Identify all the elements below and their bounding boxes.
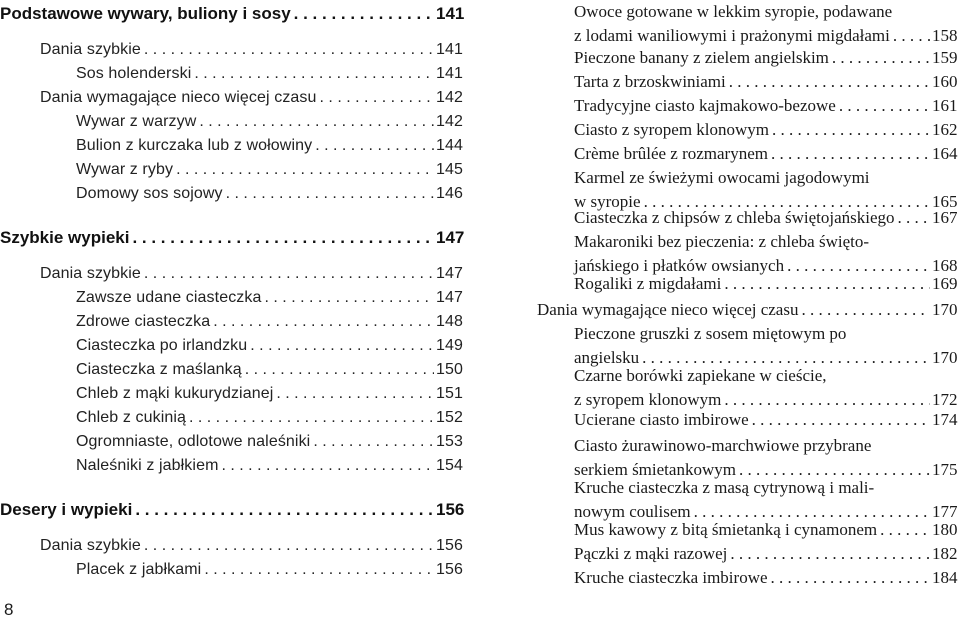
toc-page-number: 144	[436, 137, 463, 154]
toc-page-number: 141	[436, 41, 463, 58]
toc-page-number: 142	[436, 89, 463, 106]
toc-page-number: 167	[932, 208, 958, 227]
toc-entry-row	[0, 226, 465, 250]
toc-entry-title: Ciasteczka z chipsów z chleba świętojańskiego	[574, 208, 895, 227]
dot-leader	[320, 86, 434, 110]
toc-entry-row	[574, 142, 960, 166]
dot-leader	[772, 118, 930, 142]
toc-entry	[0, 62, 462, 86]
toc-page-number: 147	[436, 265, 463, 282]
toc-entry-title: Ciasto żurawinowo-marchwiowe przybrane	[574, 436, 872, 455]
toc-entry	[0, 134, 462, 158]
toc-page-number: 159	[932, 48, 958, 67]
dot-leader	[839, 94, 930, 118]
toc-entry-row	[76, 134, 462, 158]
toc-entry	[537, 70, 960, 94]
toc-entry	[537, 298, 960, 322]
toc-entry	[0, 38, 462, 62]
toc-entry-row	[76, 158, 462, 182]
toc-page-number: 172	[932, 390, 958, 409]
toc-entry-row	[76, 110, 462, 134]
toc-entry	[0, 358, 462, 382]
toc-entry-row	[76, 558, 462, 582]
dot-leader	[189, 406, 434, 430]
toc-entry-row	[574, 206, 960, 230]
toc-page-number: 177	[932, 502, 958, 521]
toc-entry	[537, 364, 960, 412]
toc-entry	[0, 262, 462, 286]
toc-section-heading	[0, 2, 465, 26]
toc-entry	[537, 118, 960, 142]
toc-page-number: 142	[436, 113, 463, 130]
dot-leader	[250, 334, 434, 358]
toc-entry-title: Dania wymagające nieco więcej czasu	[40, 89, 317, 106]
toc-page-number: 184	[932, 568, 958, 587]
dot-leader	[245, 358, 434, 382]
toc-entry	[537, 434, 960, 482]
toc-entry-title: Szybkie wypieki	[0, 228, 130, 247]
toc-entry	[0, 334, 462, 358]
dot-leader	[132, 226, 434, 250]
toc-entry-title: Mus kawowy z bitą śmietanką i cynamonem	[574, 520, 878, 539]
toc-entry-row	[574, 24, 960, 48]
toc-entry-row	[76, 382, 462, 406]
toc-page-number: 141	[436, 4, 465, 23]
toc-entry-title: Domowy sos sojowy	[76, 185, 223, 202]
dot-leader	[213, 310, 434, 334]
toc-section-heading	[0, 498, 465, 522]
toc-entry-title: Kruche ciasteczka imbirowe	[574, 568, 768, 587]
toc-entry-row	[574, 70, 960, 94]
toc-entry	[0, 430, 462, 454]
toc-entry-title: Ciasto z syropem klonowym	[574, 120, 770, 139]
toc-entry-row	[40, 534, 462, 558]
page-number: 8	[4, 600, 14, 619]
dot-leader	[199, 110, 434, 134]
toc-entry-title: Dania szybkie	[40, 537, 141, 554]
toc-entry-title-continued: jańskiego i płatków owsianych	[574, 256, 785, 275]
toc-entry-title: Zawsze udane ciasteczka	[76, 289, 262, 306]
toc-entry-title: Ucierane ciasto imbirowe	[574, 410, 749, 429]
toc-entry-row	[40, 86, 462, 110]
toc-page-number: 149	[436, 337, 463, 354]
dot-leader	[144, 534, 434, 558]
toc-page-number: 175	[932, 460, 958, 479]
dot-leader	[222, 454, 435, 478]
toc-page-number: 165	[932, 192, 958, 211]
toc-entry-row	[76, 286, 462, 310]
toc-entry	[537, 206, 960, 230]
dot-leader	[315, 134, 434, 158]
toc-entry-title: Karmel ze świeżymi owocami jagodowymi	[574, 168, 870, 187]
toc-entry-title: Ciasteczka po irlandzku	[76, 337, 248, 354]
toc-entry-title: Czarne borówki zapiekane w cieście,	[574, 366, 827, 385]
dot-leader	[771, 566, 930, 590]
toc-entry-title: Pączki z mąki razowej	[574, 544, 728, 563]
toc-page-number: 170	[932, 348, 958, 367]
toc-entry-title: Dania wymagające nieco więcej czasu	[537, 300, 799, 319]
dot-leader	[294, 2, 434, 26]
toc-entry-row	[40, 262, 462, 286]
toc-entry	[537, 46, 960, 70]
toc-entry	[0, 558, 462, 582]
toc-entry-row	[574, 118, 960, 142]
toc-entry-title: Tarta z brzoskwiniami	[574, 72, 726, 91]
toc-entry	[537, 476, 960, 524]
toc-page-number: 152	[436, 409, 463, 426]
toc-entry-row	[76, 62, 462, 86]
toc-entry-title: Pieczone gruszki z sosem miętowym po	[574, 324, 847, 343]
toc-entry-title: Desery i wypieki	[0, 500, 133, 519]
toc-entry-row	[76, 358, 462, 382]
dot-leader	[144, 262, 434, 286]
toc-entry-title: Tradycyjne ciasto kajmakowo-bezowe	[574, 96, 836, 115]
toc-entry	[537, 0, 960, 48]
toc-section-heading	[0, 226, 465, 250]
toc-entry	[537, 566, 960, 590]
toc-entry-title: Owoce gotowane w lekkim syropie, podawane	[574, 2, 893, 21]
toc-entry-row	[76, 334, 462, 358]
toc-entry-title: Crème brûlée z rozmarynem	[574, 144, 768, 163]
toc-entry-title: Chleb z mąki kukurydzianej	[76, 385, 274, 402]
toc-entry	[537, 322, 960, 370]
toc-entry-row	[574, 94, 960, 118]
dot-leader	[752, 408, 930, 432]
toc-page-number: 180	[932, 520, 958, 539]
toc-entry-row	[76, 182, 462, 206]
toc-entry	[537, 94, 960, 118]
toc-entry-row	[76, 406, 462, 430]
toc-entry	[537, 142, 960, 166]
toc-entry	[537, 518, 960, 542]
toc-page-number: 153	[436, 433, 463, 450]
dot-leader	[729, 70, 930, 94]
toc-page-number: 145	[436, 161, 463, 178]
toc-entry-row	[574, 46, 960, 70]
toc-entry	[0, 382, 462, 406]
toc-entry-title-continued: z syropem klonowym	[574, 390, 722, 409]
toc-entry	[537, 542, 960, 566]
toc-entry-row	[537, 298, 960, 322]
toc-page-number: 151	[436, 385, 463, 402]
toc-entry-title-continued: nowym coulisem	[574, 502, 691, 521]
dot-leader	[194, 62, 434, 86]
toc-page-number: 170	[932, 300, 958, 319]
toc-entry-title-continued: z lodami waniliowymi i prażonymi migdałami	[574, 26, 890, 45]
toc-entry-title: Ogromniaste, odlotowe naleśniki	[76, 433, 311, 450]
toc-page-number: 168	[932, 256, 958, 275]
dot-leader	[724, 272, 930, 296]
toc-entry-title-continued: angielsku	[574, 348, 640, 367]
toc-page-number: 169	[932, 274, 958, 293]
toc-entry	[0, 158, 462, 182]
toc-entry-title: Dania szybkie	[40, 265, 141, 282]
dot-leader	[265, 286, 434, 310]
toc-entry-row	[574, 408, 960, 432]
toc-entry-row	[574, 518, 960, 542]
toc-entry-title: Dania szybkie	[40, 41, 141, 58]
toc-entry	[0, 406, 462, 430]
dot-leader	[832, 46, 930, 70]
toc-page-number: 156	[436, 561, 463, 578]
toc-entry-title: Rogaliki z migdałami	[574, 274, 722, 293]
dot-leader	[893, 24, 930, 48]
toc-page-number: 146	[436, 185, 463, 202]
dot-leader	[730, 542, 930, 566]
toc-page-number: 160	[932, 72, 958, 91]
toc-entry-row	[76, 430, 462, 454]
toc-entry	[0, 110, 462, 134]
dot-leader	[176, 158, 434, 182]
toc-page-number: 150	[436, 361, 463, 378]
dot-leader	[880, 518, 930, 542]
toc-entry-title: Kruche ciasteczka z masą cytrynową i mali-	[574, 478, 875, 497]
toc-entry-title: Makaroniki bez pieczenia: z chleba święto-	[574, 232, 870, 251]
toc-entry-row	[574, 272, 960, 296]
toc-entry	[0, 182, 462, 206]
toc-entry-row	[0, 2, 465, 26]
toc-entry-title: Wywar z warzyw	[76, 113, 197, 130]
toc-entry-title: Chleb z cukinią	[76, 409, 186, 426]
toc-page-number: 141	[436, 65, 463, 82]
toc-entry	[0, 454, 462, 478]
toc-page-number: 162	[932, 120, 958, 139]
toc-entry	[0, 534, 462, 558]
dot-leader	[898, 206, 930, 230]
toc-page-number: 147	[436, 289, 463, 306]
dot-leader	[801, 298, 930, 322]
dot-leader	[771, 142, 930, 166]
toc-entry	[0, 286, 462, 310]
dot-leader	[226, 182, 434, 206]
toc-entry-title: Sos holenderski	[76, 65, 192, 82]
toc-entry-row	[574, 566, 960, 590]
toc-entry-title: Placek z jabłkami	[76, 561, 202, 578]
toc-entry-row	[76, 454, 462, 478]
dot-leader	[144, 38, 434, 62]
toc-page-number: 156	[436, 500, 465, 519]
toc-entry-title: Zdrowe ciasteczka	[76, 313, 211, 330]
toc-entry-title: Ciasteczka z maślanką	[76, 361, 242, 378]
toc-entry-row	[76, 310, 462, 334]
toc-entry-title: Naleśniki z jabłkiem	[76, 457, 219, 474]
toc-page-number: 147	[436, 228, 465, 247]
toc-entry	[0, 310, 462, 334]
dot-leader	[135, 498, 434, 522]
toc-entry-title-continued: serkiem śmietankowym	[574, 460, 736, 479]
toc-entry-row	[0, 498, 465, 522]
toc-entry-title: Pieczone banany z zielem angielskim	[574, 48, 829, 67]
toc-entry	[537, 230, 960, 278]
toc-page-number: 182	[932, 544, 958, 563]
toc-page-number: 158	[932, 26, 958, 45]
toc-entry	[0, 86, 462, 110]
toc-entry-title: Podstawowe wywary, buliony i sosy	[0, 4, 291, 23]
toc-entry	[537, 272, 960, 296]
toc-page-number: 161	[932, 96, 958, 115]
dot-leader	[313, 430, 434, 454]
toc-page-number: 174	[932, 410, 958, 429]
toc-page-number: 148	[436, 313, 463, 330]
toc-page-number: 154	[436, 457, 463, 474]
toc-page-number: 156	[436, 537, 463, 554]
toc-entry-title: Wywar z ryby	[76, 161, 174, 178]
toc-page-number: 164	[932, 144, 958, 163]
toc-entry	[537, 408, 960, 432]
toc-entry-title-continued: w syropie	[574, 192, 641, 211]
toc-entry-row	[40, 38, 462, 62]
toc-entry-row	[574, 542, 960, 566]
dot-leader	[204, 558, 434, 582]
toc-entry-title: Bulion z kurczaka lub z wołowiny	[76, 137, 313, 154]
dot-leader	[276, 382, 434, 406]
